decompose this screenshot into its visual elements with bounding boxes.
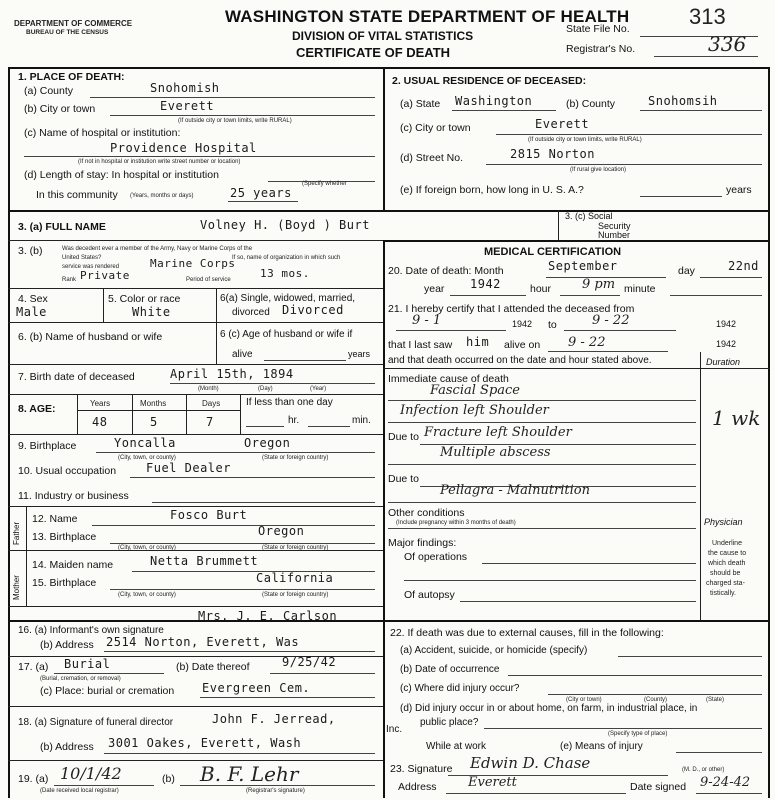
- underline-note-3: which death: [708, 560, 746, 567]
- place-city: Everett: [160, 99, 215, 113]
- place-county: Snohomish: [150, 81, 220, 95]
- less-day-label: If less than one day: [246, 397, 333, 408]
- res-years-label: years: [726, 184, 752, 196]
- physician-address: Everett: [468, 775, 517, 790]
- res-city-label: (c) City or town: [400, 122, 471, 134]
- age-months: 5: [150, 415, 158, 429]
- community-note: (Years, months or days): [130, 193, 194, 199]
- registrar-date: 10/1/42: [60, 764, 122, 783]
- external-d-note: (Specify type of place): [608, 731, 668, 737]
- color: White: [132, 305, 171, 319]
- underline-note-1: Underline: [712, 540, 742, 547]
- registrar-signature: B. F. Lehr: [200, 762, 299, 786]
- death-hour-label: hour: [530, 283, 552, 295]
- certify-from: 9 - 1: [412, 313, 442, 328]
- death-month: September: [548, 259, 618, 273]
- external-c-state-note: (State): [706, 697, 725, 703]
- county-label: (a) County: [24, 85, 74, 97]
- father-name-label: 12. Name: [32, 513, 78, 525]
- external-c-county-note: (County): [644, 697, 668, 703]
- medical-heading: MEDICAL CERTIFICATION: [484, 246, 622, 258]
- operations-label: Of operations: [404, 551, 468, 563]
- underline-note-6: tistically.: [710, 590, 736, 597]
- age-days-header: Days: [202, 399, 221, 408]
- death-date-label: 20. Date of death: Month: [388, 265, 504, 277]
- dept-line-2: BUREAU OF THE CENSUS: [26, 29, 109, 36]
- place-hospital: Providence Hospital: [110, 141, 257, 155]
- age-label: 8. AGE:: [18, 403, 56, 415]
- industry-label: 11. Industry or business: [18, 490, 129, 502]
- director-address-label: (b) Address: [40, 741, 94, 753]
- certify-to-year: 1942: [716, 319, 737, 329]
- director-address: 3001 Oakes, Everett, Wash: [108, 736, 302, 750]
- director-label: 18. (a) Signature of funeral director: [18, 717, 174, 728]
- birthplace-city-note: (City, town, or county): [118, 455, 176, 461]
- death-hour: 9 pm: [582, 277, 616, 292]
- informant-address-label: (b) Address: [40, 639, 94, 651]
- marital: Divorced: [282, 303, 344, 317]
- res-street: 2815 Norton: [510, 147, 595, 161]
- certify-label: 21. I hereby certify that I attended the deceased from: [388, 303, 635, 315]
- hospital-label: (c) Name of hospital or institution:: [24, 127, 181, 139]
- external-d2: public place?: [420, 717, 479, 728]
- mother-name: Netta Brummett: [150, 554, 259, 568]
- husband-label: 6. (b) Name of husband or wife: [18, 331, 163, 343]
- lastsaw-year: 1942: [716, 339, 737, 349]
- rank-label: Rank: [62, 277, 77, 283]
- full-name-label: 3. (a) FULL NAME: [18, 221, 106, 233]
- father-label: Father: [12, 521, 21, 545]
- mother-city-note: (City, town, or county): [118, 592, 176, 598]
- sex-label: 4. Sex: [18, 293, 48, 305]
- birth-label: 7. Birth date of deceased: [18, 371, 135, 383]
- military-org: Marine Corps: [150, 257, 236, 270]
- specify-note: (Specify whether: [302, 181, 347, 187]
- full-name: Volney H. (Boyd ) Burt: [200, 218, 370, 232]
- military-q3b: If so, name of organization in which such: [232, 255, 341, 261]
- date-signed-label: Date signed: [630, 781, 687, 793]
- res-city: Everett: [535, 117, 590, 131]
- lastsaw-label: that I last saw: [388, 339, 453, 351]
- min-label: min.: [352, 415, 371, 426]
- registrar-date-note: (Date received local registrar): [40, 788, 119, 794]
- physician-address-label: Address: [398, 781, 437, 793]
- color-label: 5. Color or race: [108, 293, 181, 305]
- alive-on-label: alive on: [504, 339, 541, 351]
- director-inc: Inc.: [386, 724, 403, 735]
- place-city-note: (If outside city or town limits, write RURAL): [178, 118, 292, 124]
- ssn-label-3: Number: [598, 230, 631, 240]
- divorced-label: divorced: [232, 307, 270, 318]
- underline-note-4: should be: [710, 570, 741, 577]
- physician-label: Physician: [704, 517, 743, 527]
- due-to-label-1: Due to: [388, 431, 419, 443]
- death-year: 1942: [470, 277, 501, 291]
- occupation: Fuel Dealer: [146, 461, 231, 475]
- external-heading: 22. If death was due to external causes, fill in the following:: [390, 627, 664, 639]
- father-birthplace-label: 13. Birthplace: [32, 531, 97, 543]
- dept-line-1: DEPARTMENT OF COMMERCE: [14, 19, 133, 28]
- external-c: (c) Where did injury occur?: [400, 683, 520, 694]
- external-a: (a) Accident, suicide, or homicide (specify): [400, 645, 588, 656]
- cause-1: Fascial Space: [430, 383, 520, 398]
- period-label: Period of service: [186, 277, 231, 283]
- birthplace-label: 9. Birthplace: [18, 440, 77, 452]
- external-c-city-note: (City or town): [566, 697, 602, 703]
- certificate-subtitle: CERTIFICATE OF DEATH: [296, 45, 451, 60]
- duration-label: Duration: [706, 357, 741, 367]
- due-to-label-2: Due to: [388, 473, 419, 485]
- mother-state-note: (State or foreign country): [262, 592, 329, 598]
- stay-value: 25 years: [230, 186, 292, 200]
- registrar-sig-label: (b): [162, 773, 175, 785]
- other-conditions-label: Other conditions: [388, 507, 465, 519]
- res-state-label: (a) State: [400, 98, 441, 110]
- res-street-label: (d) Street No.: [400, 152, 464, 164]
- means-of-injury: (e) Means of injury: [560, 741, 643, 752]
- city-label: (b) City or town: [24, 103, 96, 115]
- mother-label: Mother: [12, 575, 21, 600]
- military-q2: United States?: [62, 255, 102, 261]
- death-day-label: day: [678, 265, 695, 277]
- residence-heading: 2. USUAL RESIDENCE OF DECEASED:: [392, 75, 587, 87]
- other-conditions-note: (Include pregnancy within 3 months of death): [396, 520, 516, 526]
- marital-label: 6(a) Single, widowed, married,: [220, 293, 356, 304]
- age-years-header: Years: [90, 399, 111, 408]
- major-findings-label: Major findings:: [388, 537, 457, 549]
- physician-sig-label: 23. Signature: [390, 763, 453, 775]
- father-city-note: (City, town, or county): [118, 545, 176, 551]
- registrar-number: 336: [708, 32, 747, 56]
- mother-birthplace: California: [256, 571, 334, 585]
- informant-address: 2514 Norton, Everett, Was: [106, 635, 300, 649]
- spouse-years-label: years: [348, 349, 371, 359]
- underline-note-2: the cause to: [708, 550, 747, 557]
- father-state-note: (State or foreign country): [262, 545, 329, 551]
- state-file-label: State File No.: [566, 23, 630, 35]
- state-file-number: 313: [689, 4, 726, 29]
- res-city-note: (If outside city or town limits, write RURAL): [528, 137, 642, 143]
- community-label: In this community: [36, 189, 118, 201]
- disposal-date: 9/25/42: [282, 655, 337, 669]
- informant-signature: Mrs. J. E. Carlson: [198, 609, 338, 623]
- rank: Private: [80, 269, 130, 282]
- autopsy-label: Of autopsy: [404, 589, 455, 601]
- father-birthplace: Oregon: [258, 524, 305, 538]
- date-signed: 9-24-42: [700, 775, 751, 790]
- age-months-header: Months: [140, 399, 167, 408]
- physician-signature: Edwin D. Chase: [470, 754, 591, 772]
- cause-4: Multiple abscess: [440, 445, 551, 460]
- birth-year-note: (Year): [310, 386, 327, 392]
- registrar-sig-note: (Registrar's signature): [246, 788, 305, 794]
- birthplace-city: Yoncalla: [114, 436, 176, 450]
- death-year-label: year: [424, 283, 445, 295]
- res-county: Snohomsih: [648, 94, 718, 108]
- military-q3: service was rendered: [62, 264, 120, 270]
- while-at-work: While at work: [426, 741, 487, 752]
- director: John F. Jerread,: [212, 712, 336, 726]
- birthplace-state-note: (State or foreign country): [262, 455, 329, 461]
- alive-label: alive: [232, 349, 253, 360]
- death-minute-label: minute: [624, 283, 656, 295]
- age-spouse-label: 6 (c) Age of husband or wife if: [220, 329, 353, 340]
- hr-label: hr.: [288, 415, 300, 426]
- disposal-note: (Burial, cremation, or removal): [40, 676, 121, 682]
- occupation-label: 10. Usual occupation: [18, 465, 117, 477]
- disposal-label: 17. (a): [18, 661, 49, 673]
- father-name: Fosco Burt: [170, 508, 248, 522]
- sex: Male: [16, 305, 47, 319]
- place-hospital-note: (If not in hospital or institution write street number or location): [78, 159, 241, 165]
- military-q1: Was decedent ever a member of the Army, Navy or Marine Corps of the: [62, 246, 253, 252]
- registrar-date-label: 19. (a): [18, 773, 49, 785]
- stay-label: (d) Length of stay: In hospital or institution: [24, 169, 219, 181]
- age-days: 7: [206, 415, 214, 429]
- burial-place: Evergreen Cem.: [202, 681, 311, 695]
- certify-to-label: to: [548, 319, 557, 331]
- period: 13 mos.: [260, 267, 310, 280]
- res-county-label: (b) County: [566, 98, 616, 110]
- birth-date: April 15th, 1894: [170, 367, 294, 381]
- stated-line: and that death occurred on the date and hour stated above.: [388, 355, 652, 366]
- birth-month-note: (Month): [198, 386, 219, 392]
- certify-from-year: 1942: [512, 319, 533, 329]
- informant-sig-label: 16. (a) Informant's own signature: [18, 625, 164, 636]
- external-b: (b) Date of occurrence: [400, 664, 500, 675]
- ssn-label-1: 3. (c) Social: [565, 211, 613, 221]
- military-label: 3. (b): [18, 245, 43, 257]
- physician-md-note: (M. D., or other): [682, 767, 725, 773]
- cause-3: Fracture left Shoulder: [424, 425, 572, 440]
- registrar-label: Registrar's No.: [566, 43, 636, 55]
- cause-5: Pellagra - Malnutrition: [440, 483, 591, 498]
- mother-name-label: 14. Maiden name: [32, 559, 114, 571]
- birth-day-note: (Day): [258, 386, 273, 392]
- underline-note-5: charged sta-: [706, 580, 745, 587]
- cause-2: Infection left Shoulder: [400, 403, 549, 418]
- certify-to: 9 - 22: [592, 313, 630, 328]
- age-years: 48: [92, 415, 108, 429]
- birthplace-state: Oregon: [244, 436, 291, 450]
- res-foreign-label: (e) If foreign born, how long in U. S. A.?: [400, 184, 584, 196]
- res-state: Washington: [455, 94, 533, 108]
- ssn-label-2: Security: [598, 221, 631, 231]
- duration-value: 1 wk: [712, 406, 761, 430]
- burial-place-label: (c) Place: burial or cremation: [40, 685, 175, 697]
- certificate-title: WASHINGTON STATE DEPARTMENT OF HEALTH: [225, 7, 630, 26]
- disposal: Burial: [64, 657, 111, 671]
- external-d: (d) Did injury occur in or about home, on farm, in industrial place, in: [400, 703, 698, 714]
- lastsaw-date: 9 - 22: [568, 335, 606, 350]
- disposal-date-label: (b) Date thereof: [176, 661, 250, 673]
- res-street-note: (If rural give location): [570, 167, 627, 173]
- place-of-death-heading: 1. PLACE OF DEATH:: [18, 71, 125, 83]
- lastsaw-him: him: [466, 335, 490, 349]
- death-day: 22nd: [728, 259, 759, 273]
- mother-birthplace-label: 15. Birthplace: [32, 577, 97, 589]
- division-title: DIVISION OF VITAL STATISTICS: [292, 29, 474, 43]
- immediate-cause-label: Immediate cause of death: [388, 373, 509, 385]
